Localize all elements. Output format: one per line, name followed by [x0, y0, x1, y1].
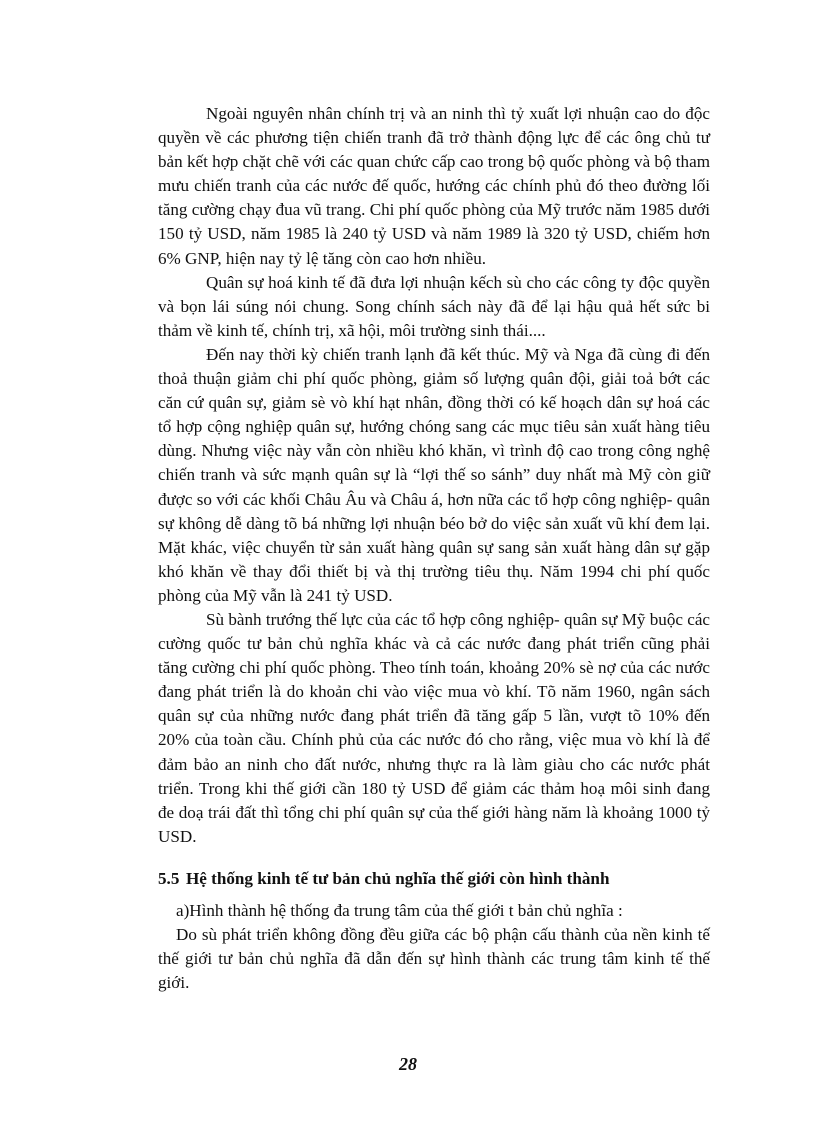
section-number: 5.5 [158, 868, 180, 888]
body-paragraph-4: Sù bành trướng thế lực của các tổ hợp công nghiệp- quân sự Mỹ buộc các cường quốc tư bản chủ nghĩa khác và cả các nước đang phát triển cũng phải tăng cường chi phí quốc phòng. Theo tính toán, khoảng 20% sè nợ của các nước đang phát triển là do khoản chi vào việc mua vò khí. Tõ năm 1960, ngân sách quân sự của những nước đang phát triển đã tăng gấp 5 lần, vượt tõ 10% đến 20% của toàn cầu. Chính phủ của các nước đó cho rằng, việc mua vò khí là để đảm bảo an ninh cho đất nước, nhưng thực ra là làm giàu cho các nước phát triển. Trong khi thế giới cần 180 tỷ USD để giảm các thảm hoạ môi sinh đang đe doạ trái đất thì tổng chi phí quân sự của thế giới hàng năm là khoảng 1000 tỷ USD. [158, 609, 710, 846]
body-paragraph-1: Ngoài nguyên nhân chính trị và an ninh thì tỷ xuất lợi nhuận cao do độc quyền về các phương tiện chiến tranh đã trở thành động lực để các ông chủ tư bản kết hợp chặt chẽ với các quan chức cấp cao trong bộ quốc phòng và bộ tham mưu chiến tranh của các nước đế quốc, hướng các chính phủ đó theo đường lối tăng cường chạy đua vũ trang. Chi phí quốc phòng của Mỹ trước năm 1985 dưới 150 tỷ USD, năm 1985 là 240 tỷ USD và năm 1989 là 320 tỷ USD, chiếm hơn 6% GNP, hiện nay tỷ lệ tăng còn cao hơn nhiều. [158, 104, 710, 268]
section-title: Hệ thống kinh tế tư bản chủ nghĩa thế giới còn hình thành [186, 868, 610, 888]
page-body [158, 102, 710, 995]
body-paragraph-3: Đến nay thời kỳ chiến tranh lạnh đã kết thúc. Mỹ và Nga đã cùng đi đến thoả thuận giảm chi phí quốc phòng, giảm số lượng quân đội, giải toả bớt các căn cứ quân sự, giảm sè vò khí hạt nhân, đồng thời có kế hoạch dân sự hoá các tổ hợp cộng nghiệp quân sự, hướng chóng sang các mục tiêu sản xuất hàng tiêu dùng. Nhưng việc này vẫn còn nhiều khó khăn, vì trình độ cao trong công nghệ chiến tranh và sức mạnh quân sự là “lợi thế so sánh” duy nhất mà Mỹ còn giữ được so với các khối Châu Âu và Châu á, hơn nữa các tổ hợp công nghiệp- quân sự không dễ dàng tõ bá những lợi nhuận béo bở do việc sản xuất vũ khí đem lại. Mặt khác, việc chuyển từ sản xuất hàng quân sự sang sản xuất hàng dân sự gặp khó khăn về thay đổi thiết bị và thị trường tiêu thụ. Năm 1994 chi phí quốc phòng của Mỹ vẫn là 241 tỷ USD. [158, 344, 710, 605]
body-paragraph-2: Quân sự hoá kinh tế đã đưa lợi nhuận kếch sù cho các công ty độc quyền và bọn lái súng nói chung. Song chính sách này đã để lại hậu quả hết sức bi thảm về kinh tế, chính trị, xã hội, môi trường sinh thái.... [158, 272, 710, 340]
subsection-heading: a)Hình thành hệ thống đa trung tâm của thế giới t bản chủ nghĩa : [176, 900, 623, 920]
subsection-paragraph: Do sù phát triển không đồng đều giữa các bộ phận cấu thành của nền kinh tế thế giới tư bản chủ nghĩa đã dẫn đến sự hình thành các trung tâm kinh tế thế giới. [158, 925, 710, 993]
page-number: 28 [399, 1054, 417, 1074]
section-heading [158, 867, 710, 891]
